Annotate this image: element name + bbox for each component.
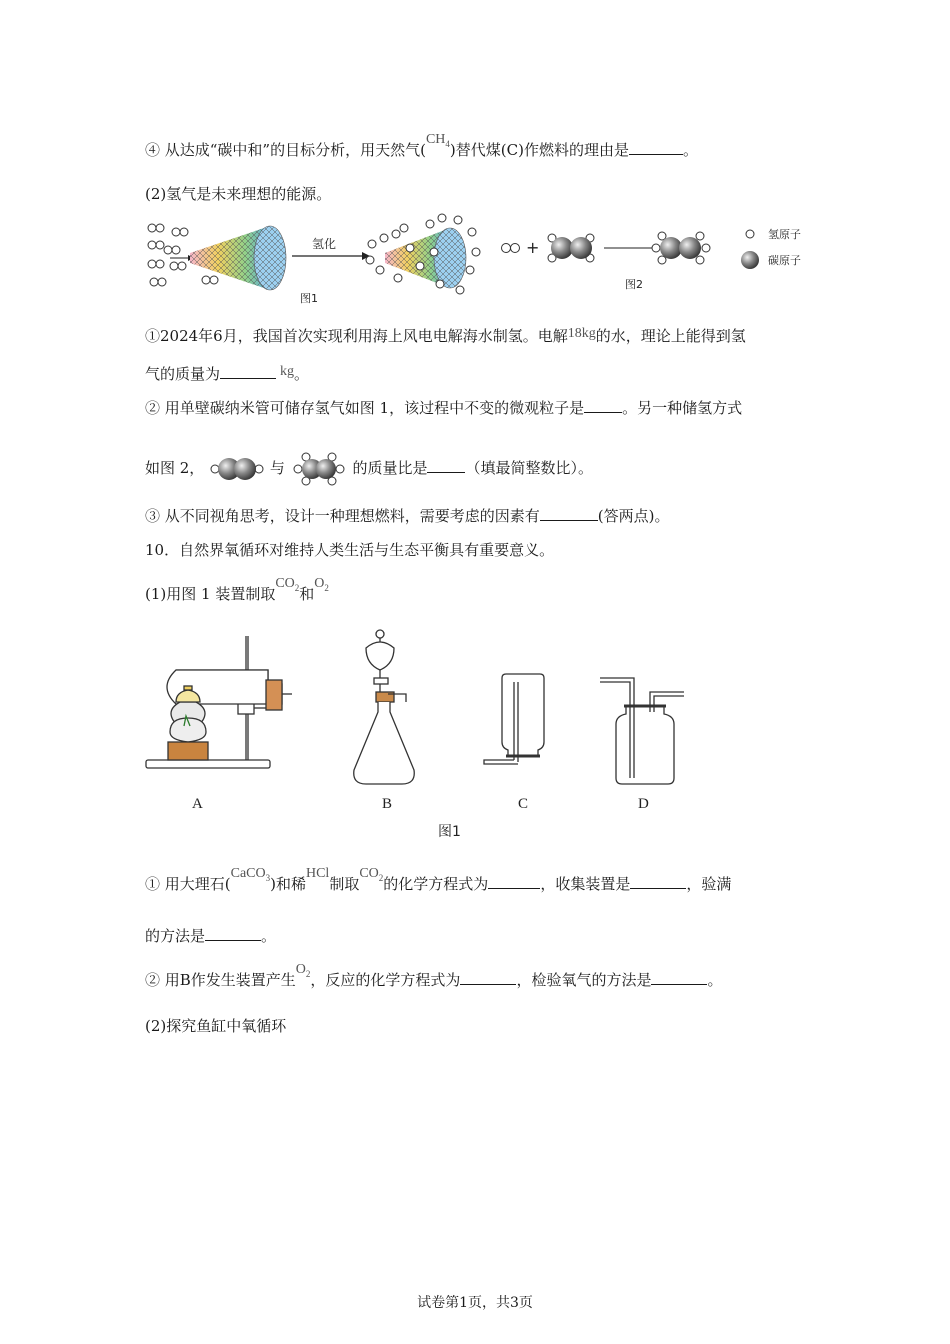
- answer-blank[interactable]: [651, 970, 707, 985]
- label-d: D: [638, 796, 649, 812]
- answer-blank[interactable]: [630, 874, 686, 889]
- answer-blank[interactable]: [488, 874, 540, 889]
- molecule-c2h4-icon: [290, 451, 348, 487]
- mass-18kg: 18kg: [567, 326, 596, 341]
- apparatus-fig-caption: 图1: [438, 824, 461, 840]
- formula-ch4: $CH_4$: [425, 132, 450, 149]
- q9-part2-line1: ② 用单壁碳纳米管可储存氢气如图 1，该过程中不变的微观粒子是 。另一种储氢方式: [145, 399, 743, 417]
- svg-text:+: +: [526, 238, 540, 257]
- label-b: B: [382, 796, 393, 812]
- label-a: A: [192, 796, 203, 812]
- q10-title: 10．自然界氧循环对维持人类生活与生态平衡具有重要意义。: [145, 541, 555, 559]
- answer-blank[interactable]: [205, 926, 261, 941]
- apparatus-c: [484, 674, 544, 764]
- q9-part4-line: ④ 从达成“碳中和”的目标分析，用天然气$(CH_4)$替代煤(C)作燃料的理由是 。: [145, 132, 698, 159]
- q10-sub2-heading: (2)探究鱼缸中氧循环: [145, 1017, 287, 1035]
- answer-blank[interactable]: [540, 506, 598, 521]
- molecule-c2h2-icon: [209, 452, 265, 486]
- legend-c-icon: [741, 251, 759, 269]
- answer-blank[interactable]: [220, 364, 276, 379]
- hydrogenation-label: 氢化: [312, 237, 337, 251]
- apparatus-a: [146, 636, 292, 768]
- fig1-caption: 图1: [300, 292, 318, 305]
- q9-sub2-heading: (2)氢气是未来理想的能源。: [145, 185, 332, 203]
- hydrogen-storage-figure: [140, 208, 820, 308]
- answer-blank[interactable]: [584, 398, 622, 413]
- formula-o2: $O_2$: [314, 576, 329, 593]
- legend-c-label: 碳原子: [768, 254, 801, 267]
- apparatus-b: [354, 630, 415, 784]
- formula-caco3: CaCO$_3$: [230, 866, 271, 883]
- q9-part3-line: ③ 从不同视角思考，设计一种理想燃料，需要考虑的因素有 (答两点)。: [145, 507, 670, 525]
- q9-part2-line2: 如图 2， 与 的质量比是 （填最简整数比）。: [145, 458, 593, 478]
- page-footer: 试卷第1页，共3页: [417, 1295, 533, 1311]
- reaction-figure-2: [502, 232, 711, 264]
- answer-blank[interactable]: [629, 140, 683, 155]
- q9-part1-line2: 气的质量为 kg。: [145, 364, 310, 383]
- q10-part2-line: ② 用B作发生装置产生$O_2$，反应的化学方程式为 ，检验氧气的方法是 。: [145, 962, 723, 989]
- legend-h-label: 氢原子: [768, 228, 801, 241]
- q10-sub1-line: (1)用图 1 装置制取$CO_2$和$O_2$: [145, 576, 329, 603]
- legend-h-icon: [746, 230, 754, 238]
- formula-hcl: HCl: [305, 866, 330, 881]
- apparatus-figure: [140, 622, 740, 842]
- q9-part1-line1: ①2024年6月，我国首次实现利用海上风电电解海水制氢。电解18kg的水，理论上能得到氢: [145, 326, 746, 345]
- answer-blank[interactable]: [427, 458, 465, 473]
- formula-co2: $CO_2$: [275, 576, 300, 593]
- unit-kg: kg: [280, 364, 295, 379]
- formula-co2-2: $CO_2$: [359, 866, 384, 883]
- label-c: C: [518, 796, 529, 812]
- q10-part1-line2: 的方法是 。: [145, 927, 277, 945]
- q10-part1-line1: ① 用大理石(CaCO$_3$)和稀HCl制取$CO_2$的化学方程式为 ，收集装置是 ，验满: [145, 866, 732, 893]
- answer-blank[interactable]: [460, 970, 516, 985]
- apparatus-d: [600, 678, 684, 784]
- fig2-caption: 图2: [625, 278, 643, 291]
- formula-o2-2: $O_2$: [295, 962, 311, 979]
